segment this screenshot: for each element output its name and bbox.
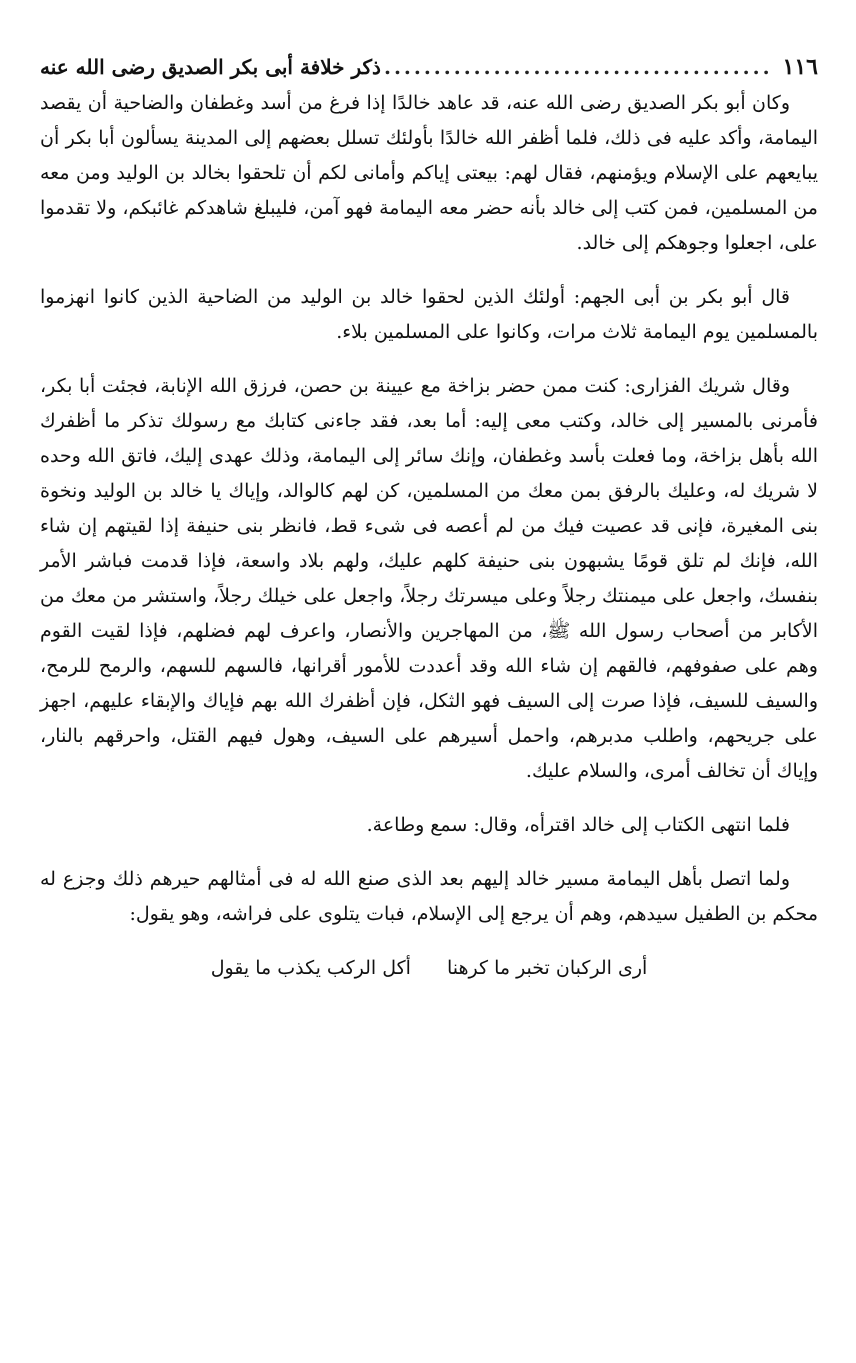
paragraph: وقال شريك الفزارى: كنت ممن حضر بزاخة مع عيينة بن حصن، فرزق الله الإنابة، فجئت أبا بكر، فأمرنى بالمسير إلى خالد، وكتب معى إليه: أما بعد، فقد جاءنى كتابك مع رسولك تذكر ما أظفرك الله بأهل بزاخة، وما فعلت بأسد وغطفان، وإنك سائر إلى اليمامة، وذلك عهدى إليك، فاتق الله وحده لا شريك له، وعليك بالرفق بمن معك من المسلمين، كن لهم كالوالد، وإياك يا خالد بن الوليد ونخوة بنى المغيرة، فإنى قد عصيت فيك من لم أعصه فى شىء قط، فانظر بنى حنيفة إذا لقيتهم إن شاء الله، فإنك لم تلق قومًا يشبهون بنى حنيفة كلهم عليك، ولهم بلاد واسعة، فإذا قدمت فباشر الأمر بنفسك، واجعل على ميمنتك رجلاً وعلى ميسرتك رجلاً، واجعل على خيلك رجلاً، واستشر من معك من الأكابر من أصحاب رسول الله ﷺ، من المهاجرين والأنصار، واعرف لهم فضلهم، فإذا لقيت القوم وهم على صفوفهم، فالقهم إن شاء الله وقد أعددت للأمور أقرانها، فالسهم للسهم، والرمح للرمح، والسيف للسيف، فإذا صرت إلى السيف فهو الثكل، فإن أظفرك الله بهم فإياك والإبقاء عليهم، اجهز على جريحهم، واطلب مدبرهم، واحمل أسيرهم على السيف، وهول فيهم القتل، واحرقهم بالنار، وإياك أن تخالف أمرى، والسلام عليك. — [40, 375, 818, 782]
verse-second-hemistich: أكل الركب يكذب ما يقول — [210, 957, 411, 979]
paragraph: وكان أبو بكر الصديق رضى الله عنه، قد عاهد خالدًا إذا فرغ من أسد وغطفان والضاحية أن يقصد اليمامة، وأكد عليه فى ذلك، فلما أظفر الله خالدًا بأولئك تسلل بعضهم إلى المدينة يسألون أبا بكر أن يبايعهم على الإسلام ويؤمنهم، فقال لهم: بيعتى إياكم وأمانى لكم أن تلحقوا بخالد بن الوليد ومن معه من المسلمين، فمن كتب إلى خالد بأنه حضر معه اليمامة فهو آمن، فليبلغ شاهدكم غائبكم، ولا تقدموا على، اجعلوا وجوهكم إلى خالد. — [40, 92, 818, 254]
paragraph: فلما انتهى الكتاب إلى خالد اقترأه، وقال: سمع وطاعة. — [366, 814, 790, 836]
page-number: ١١٦ — [782, 54, 818, 80]
running-header — [40, 50, 818, 84]
running-title: ذكر خلافة أبى بكر الصديق رضى الله عنه — [40, 55, 381, 79]
paragraph: قال أبو بكر بن أبى الجهم: أولئك الذين لحقوا خالد بن الوليد من الضاحية الذين كانوا انهزموا بالمسلمين يوم اليمامة ثلاث مرات، وكانوا على المسلمين بلاء. — [40, 286, 818, 343]
poetry-verse — [40, 951, 818, 986]
header-dot-leader — [381, 50, 777, 84]
verse-first-hemistich: أرى الركبان تخبر ما كرهنا — [446, 957, 648, 979]
paragraph: ولما اتصل بأهل اليمامة مسير خالد إليهم بعد الذى صنع الله له فى أمثالهم حيرهم ذلك وجزع له محكم بن الطفيل سيدهم، وهم أن يرجع إلى الإسلام، فبات يتلوى على فراشه، وهو يقول: — [40, 868, 818, 925]
